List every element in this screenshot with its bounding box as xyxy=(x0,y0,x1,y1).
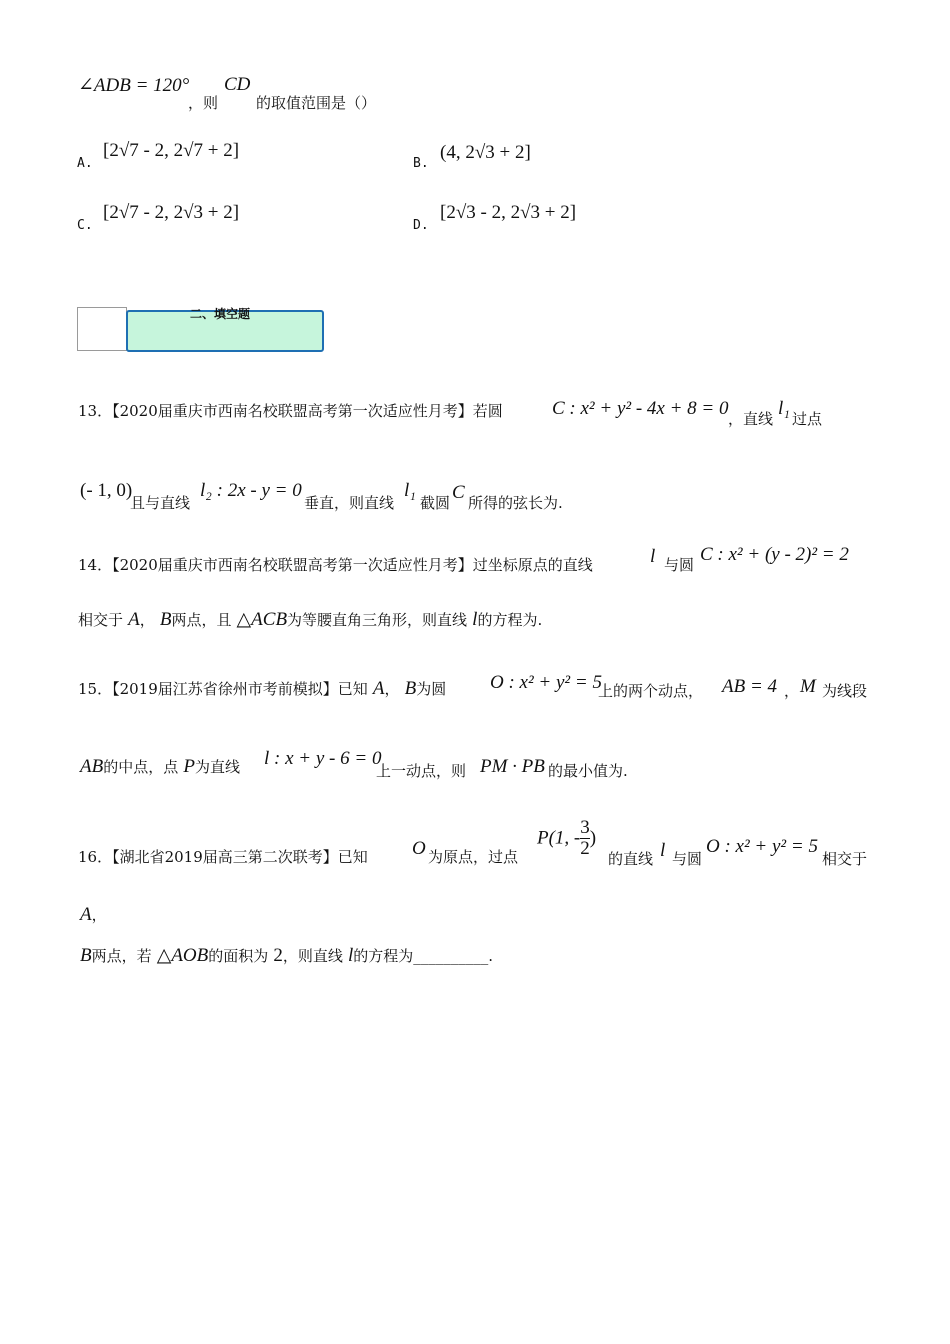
q16-text4: 与圆 xyxy=(672,850,703,868)
q13-source: 【2020届重庆市西南名校联盟高考第一次适应性月考】 xyxy=(112,402,473,420)
q14-line2 xyxy=(78,608,542,631)
q12-range-text: 的取值范围是（） xyxy=(256,94,377,112)
q13-circle: C : x² + y² - 4x + 8 = 0 xyxy=(552,398,729,419)
section-header-left-box xyxy=(77,307,127,351)
q14-b: B xyxy=(159,609,172,630)
q16-frac-num: 3 xyxy=(580,817,590,838)
q13-text2: ，直线 xyxy=(728,410,774,428)
q15-text5: ， xyxy=(784,682,800,700)
q16-circle: O : x² + y² = 5 xyxy=(706,836,818,857)
q16-text3: 的直线 xyxy=(608,850,654,868)
q15-source: 【2019届江苏省徐州市考前模拟】 xyxy=(112,680,338,698)
q16-text1: 已知 xyxy=(337,848,368,866)
q12-then: ，则 xyxy=(188,94,219,112)
q13-point: (- 1, 0) xyxy=(80,480,133,501)
option-b-text[interactable]: (4, 2√3 + 2] xyxy=(440,142,531,163)
q13-l2: l₂ : 2x - y = 0 xyxy=(200,480,302,501)
q16-line2 xyxy=(80,904,107,926)
angle-expression: ∠ADB = 120° xyxy=(78,75,190,96)
q16-text2: 为原点，过点 xyxy=(428,848,519,866)
q14-l2: l xyxy=(472,609,478,630)
q15-b: B xyxy=(404,678,417,699)
option-d-text[interactable]: [2√3 - 2, 2√3 + 2] xyxy=(440,202,577,223)
q13-text7: 所得的弦长为. xyxy=(468,494,563,512)
q13-text4: 且与直线 xyxy=(130,494,191,512)
q15-text10: 的最小值为. xyxy=(548,762,628,780)
q13-text5: 垂直，则直线 xyxy=(304,494,395,512)
q14-text7: 的方程为. xyxy=(477,611,543,629)
q13-text6: 截圆 xyxy=(420,494,451,512)
q16-point-prefix: P(1, - xyxy=(537,827,581,849)
q12-angle-line xyxy=(78,74,189,97)
q13-l1b: l₁ xyxy=(404,480,416,501)
q13-number: 13． xyxy=(78,402,113,420)
q15-line1 xyxy=(78,678,446,700)
q14-a: A xyxy=(128,609,140,630)
q15-text4: 上的两个动点， xyxy=(598,682,704,700)
q15-a: A xyxy=(372,678,385,699)
q16-triangle: △AOB xyxy=(156,945,209,966)
q15-dot: PM · PB xyxy=(480,756,545,777)
q16-text6: ， xyxy=(91,906,107,924)
option-a-label[interactable]: A. xyxy=(77,156,93,171)
q15-text9: 上一动点，则 xyxy=(376,762,467,780)
q16-fraction xyxy=(580,818,590,859)
q16-point-suffix: ) xyxy=(589,827,597,849)
q13-text1: 若圆 xyxy=(472,402,503,420)
option-a-text[interactable]: [2√7 - 2, 2√7 + 2] xyxy=(103,140,240,161)
q15-text8: 为直线 xyxy=(194,758,240,776)
q14-text4: ， xyxy=(139,611,155,629)
q15-m: M xyxy=(800,676,816,697)
q14-number: 14． xyxy=(78,556,113,574)
q16-text5: 相交于 xyxy=(822,850,868,868)
q16-text8: 的面积为 xyxy=(208,947,269,965)
q14-line1 xyxy=(78,554,593,575)
q15-text2: ， xyxy=(384,680,400,698)
q15-text1: 已知 xyxy=(337,680,368,698)
q15-ab2: AB xyxy=(80,756,104,777)
q14-circle: C : x² + (y - 2)² = 2 xyxy=(700,544,849,565)
q16-line3 xyxy=(80,944,493,967)
q16-text7: 两点，若 xyxy=(91,947,152,965)
q12-cd: CD xyxy=(224,74,251,95)
q16-text10: 的方程为__________. xyxy=(353,947,494,965)
q16-source: 【湖北省2019届高三第二次联考】 xyxy=(112,848,338,866)
q14-text1: 过坐标原点的直线 xyxy=(472,556,593,574)
q16-text9: ，则直线 xyxy=(282,947,343,965)
option-b-label[interactable]: B. xyxy=(413,156,429,171)
q14-l: l xyxy=(650,546,656,567)
section-title: 二、填空题 xyxy=(190,307,251,321)
q16-frac-den: 2 xyxy=(580,837,590,859)
option-c-label[interactable]: C. xyxy=(77,218,93,233)
q16-l2: l xyxy=(347,945,354,966)
q16-b: B xyxy=(80,945,92,966)
q13-c: C xyxy=(452,482,465,503)
q16-number: 16． xyxy=(78,848,113,866)
q16-a: A xyxy=(80,904,92,925)
q13-line1 xyxy=(78,400,503,421)
q14-source: 【2020届重庆市西南名校联盟高考第一次适应性月考】 xyxy=(112,556,473,574)
q15-circle: O : x² + y² = 5 xyxy=(490,672,602,693)
q14-triangle: △ACB xyxy=(236,609,288,630)
q16-line1 xyxy=(78,846,368,867)
q15-line2 xyxy=(80,756,240,778)
q14-text3: 相交于 xyxy=(78,611,124,629)
q16-area: 2 xyxy=(273,945,283,966)
q15-p: P xyxy=(183,756,195,777)
q16-point xyxy=(537,818,596,859)
q15-ab: AB = 4 xyxy=(722,676,778,697)
q16-l: l xyxy=(660,840,666,861)
q15-text6: 为线段 xyxy=(822,682,868,700)
q15-line: l : x + y - 6 = 0 xyxy=(264,748,382,769)
q13-l1: l₁ xyxy=(778,398,790,419)
q16-o: O xyxy=(412,838,426,859)
q13-text3: 过点 xyxy=(792,410,823,428)
q14-text5: 两点，且 xyxy=(171,611,232,629)
option-d-label[interactable]: D. xyxy=(413,218,429,233)
option-c-text[interactable]: [2√7 - 2, 2√3 + 2] xyxy=(103,202,240,223)
q14-text2: 与圆 xyxy=(664,556,695,574)
q15-number: 15． xyxy=(78,680,113,698)
q14-text6: 为等腰直角三角形，则直线 xyxy=(287,611,468,629)
q15-text3: 为圆 xyxy=(416,680,447,698)
q15-text7: 的中点，点 xyxy=(103,758,179,776)
